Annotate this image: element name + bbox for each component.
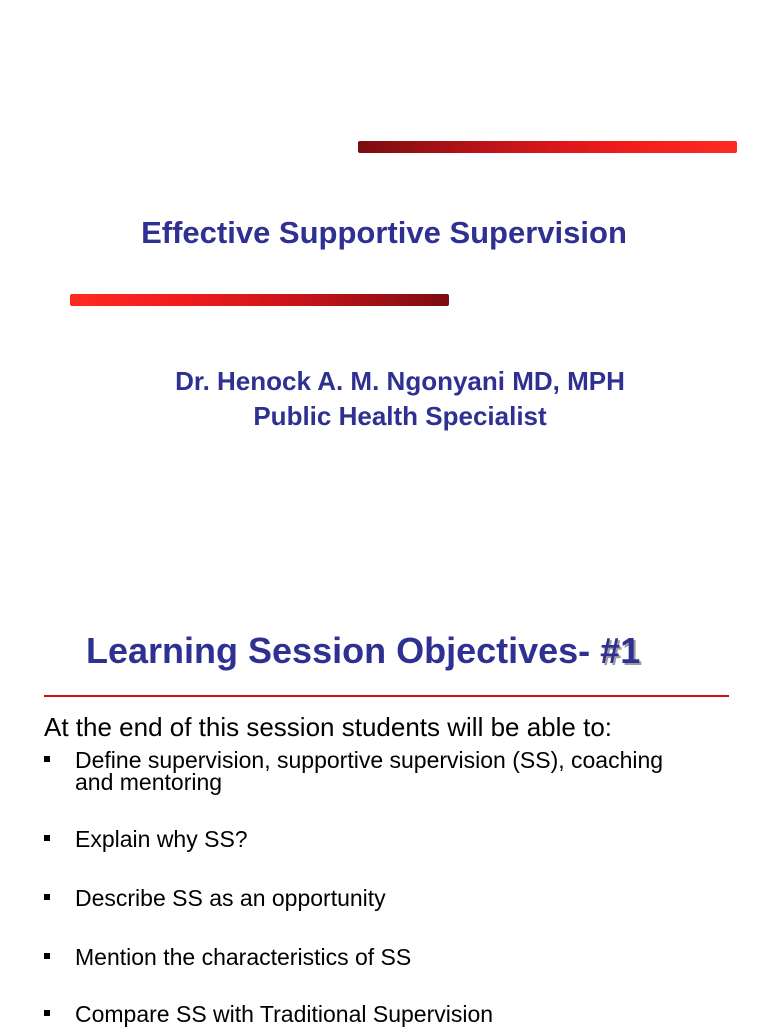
objective-text: Describe SS as an opportunity — [75, 885, 386, 911]
bullet-square-icon — [44, 953, 50, 959]
title-divider — [44, 695, 729, 697]
objectives-title-text: Learning Session Objectives- — [86, 630, 601, 671]
list-item — [44, 1003, 684, 1025]
slide-objectives — [0, 600, 768, 1027]
decorative-bar-bottom — [70, 294, 449, 306]
objective-text: Mention the characteristics of SS — [75, 944, 412, 970]
objectives-title-number: #1 — [600, 630, 641, 671]
bullet-square-icon — [44, 1010, 50, 1016]
bullet-square-icon — [44, 756, 50, 762]
objective-text: Explain why SS? — [75, 826, 248, 852]
list-item — [44, 946, 684, 968]
author-name: Dr. Henock A. M. Ngonyani MD, MPH — [175, 366, 625, 396]
author-block — [0, 364, 768, 434]
list-item — [44, 749, 684, 793]
presentation-title: Effective Supportive Supervision — [141, 215, 627, 250]
author-role: Public Health Specialist — [253, 401, 547, 431]
objective-text: Compare SS with Traditional Supervision — [75, 1001, 494, 1027]
objective-text: Define supervision, supportive supervision (SS), coaching and mentoring — [75, 747, 664, 795]
list-item — [44, 887, 684, 909]
list-item — [44, 828, 684, 850]
objectives-title — [86, 630, 640, 672]
objectives-intro: At the end of this session students will be able to: — [44, 712, 613, 742]
bullet-square-icon — [44, 835, 50, 841]
decorative-bar-top — [358, 141, 737, 153]
bullet-square-icon — [44, 894, 50, 900]
